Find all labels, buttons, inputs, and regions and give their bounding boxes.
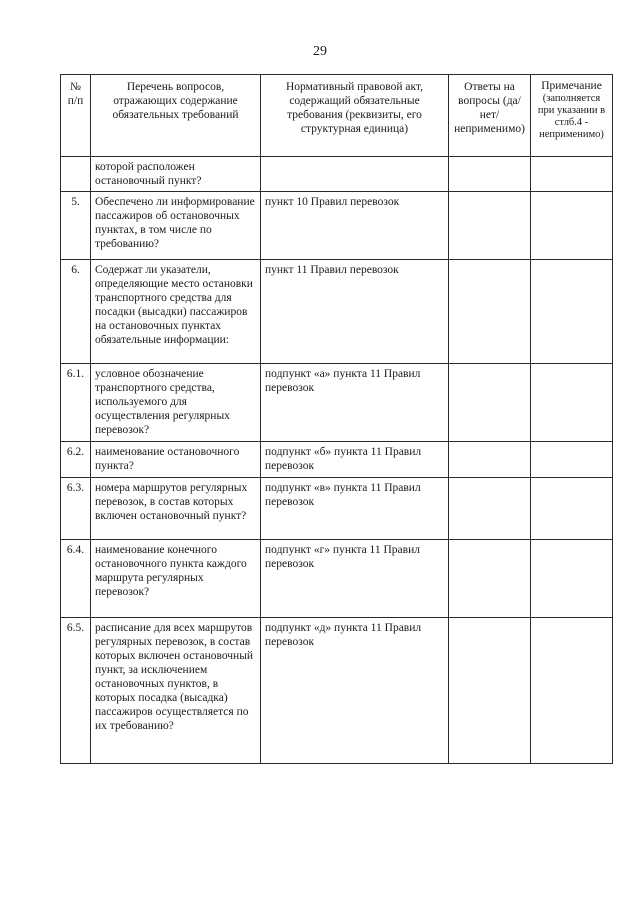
header-note-detail: (заполняется при указании в стлб.4 - неприменимо) — [537, 93, 606, 141]
row-act: подпункт «в» пункта 11 Правил перевозок — [261, 478, 449, 540]
row-act: подпункт «г» пункта 11 Правил перевозок — [261, 540, 449, 618]
table-row — [61, 478, 613, 540]
row-question: расписание для всех маршрутов регулярных перевозок, в состав которых включен остановочный пункт, за исключением остановочных пунктов, в которых посадка (высадка) пассажиров осуществляется по их требованию? — [91, 618, 261, 764]
row-number: 6.3. — [61, 478, 91, 540]
table-row — [61, 157, 613, 192]
row-number: 6. — [61, 260, 91, 364]
row-number: 6.2. — [61, 442, 91, 478]
row-question: Обеспечено ли информирование пассажиров об остановочных пунктах, в том числе по требованию? — [91, 192, 261, 260]
row-number: 5. — [61, 192, 91, 260]
table-row — [61, 540, 613, 618]
page-number: 29 — [313, 44, 327, 59]
row-question: наименование остановочного пункта? — [91, 442, 261, 478]
row-act: подпункт «б» пункта 11 Правил перевозок — [261, 442, 449, 478]
row-number: 6.5. — [61, 618, 91, 764]
header-act: Нормативный правовой акт, содержащий обязательные требования (реквизиты, его структурная единица) — [261, 75, 449, 157]
header-answers: Ответы на вопросы (да/нет/ неприменимо) — [449, 75, 531, 157]
row-note[interactable] — [531, 157, 613, 192]
row-note[interactable] — [531, 540, 613, 618]
table-row — [61, 618, 613, 764]
row-question: условное обозначение транспортного средства, используемого для осуществления регулярных перевозок? — [91, 364, 261, 442]
table-header-row — [61, 75, 613, 157]
row-answer[interactable] — [449, 157, 531, 192]
row-act: пункт 11 Правил перевозок — [261, 260, 449, 364]
row-question: которой расположен остановочный пункт? — [91, 157, 261, 192]
row-number — [61, 157, 91, 192]
row-question: наименование конечного остановочного пункта каждого маршрута регулярных перевозок? — [91, 540, 261, 618]
row-act: подпункт «а» пункта 11 Правил перевозок — [261, 364, 449, 442]
table-row — [61, 364, 613, 442]
row-answer[interactable] — [449, 364, 531, 442]
row-answer[interactable] — [449, 540, 531, 618]
header-note-title: Примечание — [541, 80, 602, 92]
table-row — [61, 442, 613, 478]
row-act — [261, 157, 449, 192]
row-note[interactable] — [531, 442, 613, 478]
row-note[interactable] — [531, 364, 613, 442]
row-act: пункт 10 Правил перевозок — [261, 192, 449, 260]
row-answer[interactable] — [449, 618, 531, 764]
row-note[interactable] — [531, 478, 613, 540]
row-answer[interactable] — [449, 192, 531, 260]
row-answer[interactable] — [449, 478, 531, 540]
row-note[interactable] — [531, 618, 613, 764]
header-num: № п/п — [61, 75, 91, 157]
header-note — [531, 75, 613, 157]
row-note[interactable] — [531, 260, 613, 364]
header-questions: Перечень вопросов, отражающих содержание обязательных требований — [91, 75, 261, 157]
table-row — [61, 192, 613, 260]
requirements-table — [60, 74, 613, 764]
row-question: номера маршрутов регулярных перевозок, в состав которых включен остановочный пункт? — [91, 478, 261, 540]
row-number: 6.4. — [61, 540, 91, 618]
row-answer[interactable] — [449, 442, 531, 478]
table-row — [61, 260, 613, 364]
row-act: подпункт «д» пункта 11 Правил перевозок — [261, 618, 449, 764]
row-answer[interactable] — [449, 260, 531, 364]
row-question: Содержат ли указатели, определяющие место остановки транспортного средства для посадки (высадки) пассажиров на остановочных пунктах обязательные информации: — [91, 260, 261, 364]
row-number: 6.1. — [61, 364, 91, 442]
row-note[interactable] — [531, 192, 613, 260]
